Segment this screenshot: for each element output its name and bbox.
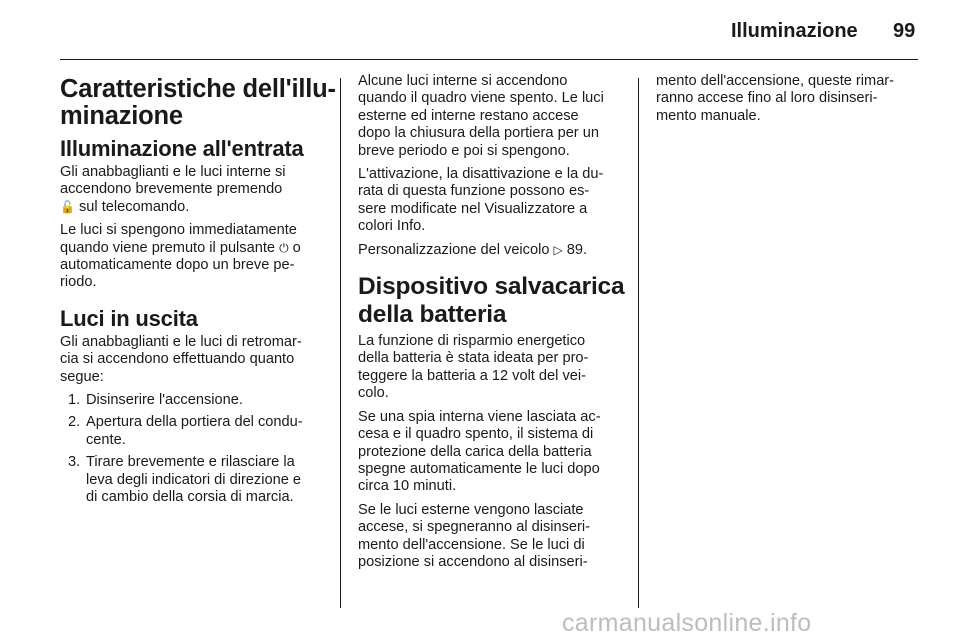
list-item: 1. Disinserire l'accensione. <box>68 392 243 409</box>
page-reference-icon: ▷ <box>553 242 563 257</box>
column-divider-left <box>340 78 341 608</box>
col2-paragraph-5: Se una spia interna viene lasciata ac- cesa e il quadro spento, il sistema di protezione della carica della batteria spegne automaticamente le luci dopo circa 10 minuti. <box>358 408 601 495</box>
list-item: 2. Apertura della portiera del condu- cente. <box>68 414 303 448</box>
header-divider <box>60 59 918 60</box>
column-divider-right <box>638 78 639 608</box>
entry-lighting-heading: Illuminazione all'entrata <box>60 136 304 161</box>
column-3 <box>656 73 924 131</box>
main-title: Caratteristiche dell'illu- minazione <box>60 75 336 130</box>
unlock-icon: 🔓 <box>60 199 75 214</box>
page-reference-link[interactable]: 89. <box>562 241 588 258</box>
watermark: carmanualsonline.info <box>562 609 812 637</box>
page-number: 99 <box>893 20 916 42</box>
exit-steps-list <box>60 392 330 506</box>
col2-paragraph-1: Alcune luci interne si accendono quando il quadro viene spento. Le luci esterne ed interne restano accese dopo la chiusura della portiera per un breve periodo e poi si spengono. <box>358 73 604 159</box>
column-2 <box>358 73 630 577</box>
battery-saver-title: Dispositivo salvacarica della batteria <box>358 273 625 329</box>
col3-paragraph-1: mento dell'accensione, queste rimar- ranno accese fino al loro disinseri- mento manuale. <box>656 73 895 124</box>
col2-paragraph-3: Personalizzazione del veicolo ▷ 89. <box>358 241 588 258</box>
col2-paragraph-2: L'attivazione, la disattivazione e la du- rata di questa funzione possono es- sere modificate nel Visualizzatore a colori Info. <box>358 166 604 235</box>
entry-paragraph-1: Gli anabbaglianti e le luci interne si accendono brevemente premendo 🔓 sul telecomando. <box>60 164 286 215</box>
power-button-icon: ⏻ <box>279 240 289 255</box>
section-title: Illuminazione <box>731 20 858 42</box>
col2-paragraph-4: La funzione di risparmio energetico della batteria è stata ideata per pro- teggere la batteria a 12 volt del vei- colo. <box>358 333 589 402</box>
exit-paragraph-1: Gli anabbaglianti e le luci di retromar- cia si accendono effettuando quanto segue: <box>60 333 302 385</box>
entry-paragraph-2: Le luci si spengono immediatamente quando viene premuto il pulsante ⏻ o automaticamente dopo un breve pe- riodo. <box>60 222 301 291</box>
column-1 <box>60 72 336 512</box>
col2-paragraph-6: Se le luci esterne vengono lasciate accese, si spegneranno al disinseri- mento dell'accensione. Se le luci di posizione si accendono al disinseri- <box>358 501 591 570</box>
exit-lighting-heading: Luci in uscita <box>60 305 198 331</box>
list-item: 3. Tirare brevemente e rilasciare la leva degli indicatori di direzione e di cambio della corsia di marcia. <box>68 454 301 506</box>
